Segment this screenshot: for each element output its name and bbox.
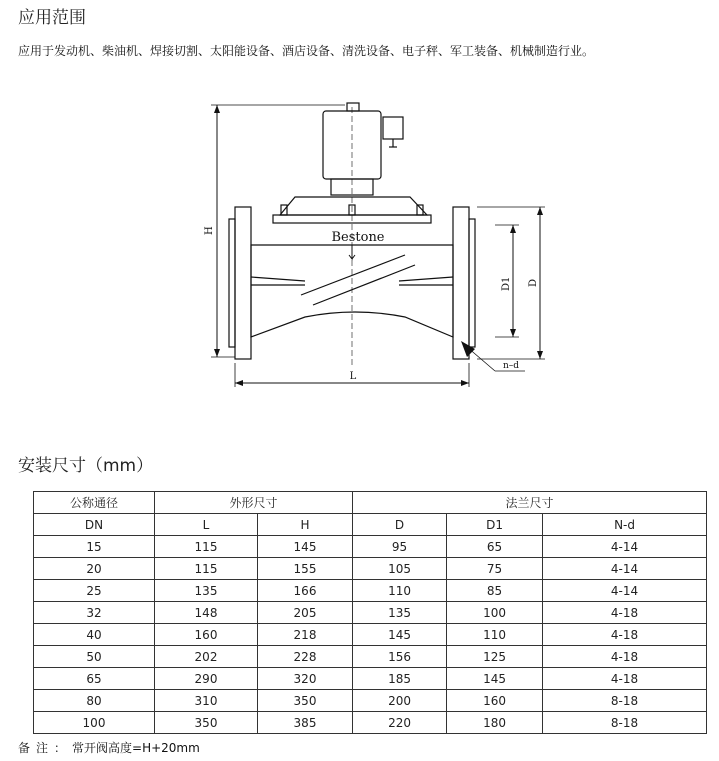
table-row [34,558,707,580]
application-description: 应用于发动机、柴油机、焊接切割、太阳能设备、酒店设备、清洗设备、电子秤、军工装备、机械制造行业。 [18,44,595,58]
section-title-application: 应用范围 [18,8,86,28]
cell-dn: 100 [34,712,155,734]
cell-dn: 65 [34,668,155,690]
note-label: 备注： [18,741,73,755]
cell-l: 350 [155,712,258,734]
cell-nd: 8-18 [543,712,707,734]
cell-nd: 4-14 [543,558,707,580]
brand-label: Bestone [331,230,385,245]
cell-d1: 65 [447,536,543,558]
cell-d1: 75 [447,558,543,580]
dimension-table [33,491,707,734]
cell-h: 218 [258,624,353,646]
cell-h: 228 [258,646,353,668]
cell-l: 202 [155,646,258,668]
cell-dn: 15 [34,536,155,558]
cell-dn: 40 [34,624,155,646]
header-d1: D1 [447,514,543,536]
cell-l: 290 [155,668,258,690]
cell-l: 115 [155,558,258,580]
cell-h: 385 [258,712,353,734]
cell-d1: 145 [447,668,543,690]
header-d: D [353,514,447,536]
cell-h: 320 [258,668,353,690]
cell-nd: 4-14 [543,580,707,602]
dimension-label-h: H [204,226,215,235]
cell-d: 105 [353,558,447,580]
cell-nd: 4-14 [543,536,707,558]
cell-d: 145 [353,624,447,646]
cell-dn: 32 [34,602,155,624]
cell-l: 310 [155,690,258,712]
header-h: H [258,514,353,536]
table-row [34,580,707,602]
section-title-install-dimensions: 安装尺寸（mm） [18,456,154,476]
header-nd: N-d [543,514,707,536]
table-row [34,602,707,624]
cell-d1: 85 [447,580,543,602]
cell-l: 135 [155,580,258,602]
dimension-label-d: D [528,278,539,287]
cell-d1: 125 [447,646,543,668]
table-row [34,668,707,690]
cell-d: 220 [353,712,447,734]
header-flange-dimensions: 法兰尺寸 [353,492,707,514]
cell-nd: 8-18 [543,690,707,712]
note [18,739,200,756]
cell-dn: 80 [34,690,155,712]
header-dn: DN [34,514,155,536]
cell-nd: 4-18 [543,602,707,624]
cell-d1: 160 [447,690,543,712]
dimension-label-l: L [349,371,357,382]
cell-d: 200 [353,690,447,712]
cell-d: 135 [353,602,447,624]
cell-dn: 50 [34,646,155,668]
table-row [34,646,707,668]
cell-h: 155 [258,558,353,580]
cell-d: 156 [353,646,447,668]
header-outer-dimensions: 外形尺寸 [155,492,353,514]
header-dn-cn: 公称通径 [34,492,155,514]
cell-h: 205 [258,602,353,624]
cell-nd: 4-18 [543,624,707,646]
cell-d: 95 [353,536,447,558]
cell-h: 350 [258,690,353,712]
dimension-label-d1: D1 [501,276,512,291]
cell-dn: 20 [34,558,155,580]
cell-h: 145 [258,536,353,558]
cell-d: 110 [353,580,447,602]
cell-d1: 100 [447,602,543,624]
dimension-label-nd: n–d [503,361,520,371]
header-l: L [155,514,258,536]
cell-h: 166 [258,580,353,602]
cell-nd: 4-18 [543,668,707,690]
table-row [34,624,707,646]
table-row [34,690,707,712]
cell-dn: 25 [34,580,155,602]
cell-nd: 4-18 [543,646,707,668]
valve-technical-drawing [195,95,555,395]
cell-d1: 180 [447,712,543,734]
table-row [34,536,707,558]
cell-l: 148 [155,602,258,624]
note-text: 常开阀高度=H+20mm [72,741,200,755]
cell-d: 185 [353,668,447,690]
cell-d1: 110 [447,624,543,646]
cell-l: 160 [155,624,258,646]
cell-l: 115 [155,536,258,558]
table-subheader-row [34,514,707,536]
table-header-row [34,492,707,514]
table-row [34,712,707,734]
